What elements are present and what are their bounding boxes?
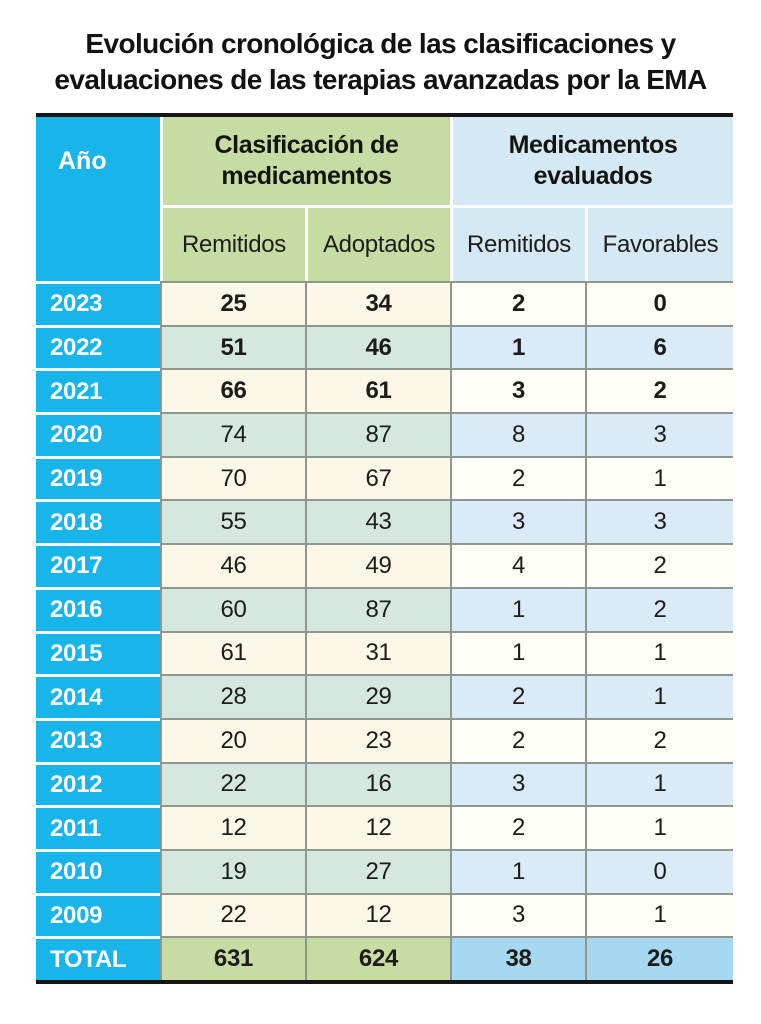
value-cell: 27 [305,849,450,893]
value-cell: 67 [305,456,450,500]
value-cell: 43 [305,499,450,543]
value-cell: 1 [450,631,585,675]
value-cell: 31 [305,631,450,675]
column-header-classification-remitidos: Remitidos [160,205,305,281]
value-cell: 3 [450,893,585,937]
year-cell-2016: 2016 [36,587,160,631]
value-cell: 1 [585,893,733,937]
value-cell: 1 [450,325,585,369]
value-cell: 1 [585,762,733,806]
value-cell: 0 [585,281,733,325]
year-cell-2011: 2011 [36,805,160,849]
value-cell: 66 [160,368,305,412]
value-cell: 87 [305,587,450,631]
group-header-evaluated: Medicamentos evaluados [450,117,733,205]
value-cell: 8 [450,412,585,456]
group-header-classification: Clasificación de medicamentos [160,117,450,205]
year-cell-2023: 2023 [36,281,160,325]
value-cell: 1 [585,456,733,500]
column-header-evaluated-favorables: Favorables [585,205,733,281]
value-cell: 20 [160,718,305,762]
column-header-classification-adoptados: Adoptados [305,205,450,281]
title-line-2: evaluaciones de las terapias avanzadas por la EMA [54,63,707,95]
value-cell: 3 [450,762,585,806]
year-cell-2014: 2014 [36,674,160,718]
value-cell: 1 [585,805,733,849]
year-cell-2019: 2019 [36,456,160,500]
value-cell: 51 [160,325,305,369]
value-cell: 1 [450,849,585,893]
value-cell: 3 [585,499,733,543]
value-cell: 16 [305,762,450,806]
value-cell: 70 [160,456,305,500]
value-cell: 22 [160,762,305,806]
ema-table [36,113,733,984]
value-cell: 2 [450,805,585,849]
value-cell: 2 [450,674,585,718]
value-cell: 2 [585,543,733,587]
value-cell: 3 [450,368,585,412]
value-cell: 1 [585,631,733,675]
value-cell: 74 [160,412,305,456]
total-value-cell: 26 [585,936,733,980]
total-value-cell: 631 [160,936,305,980]
total-value-cell: 624 [305,936,450,980]
value-cell: 4 [450,543,585,587]
total-value-cell: 38 [450,936,585,980]
value-cell: 25 [160,281,305,325]
column-header-evaluated-remitidos: Remitidos [450,205,585,281]
value-cell: 1 [585,674,733,718]
value-cell: 61 [305,368,450,412]
value-cell: 2 [450,281,585,325]
value-cell: 1 [450,587,585,631]
value-cell: 12 [305,805,450,849]
year-cell-2022: 2022 [36,325,160,369]
value-cell: 87 [305,412,450,456]
value-cell: 46 [160,543,305,587]
value-cell: 49 [305,543,450,587]
value-cell: 2 [450,718,585,762]
value-cell: 12 [160,805,305,849]
value-cell: 61 [160,631,305,675]
year-cell-2020: 2020 [36,412,160,456]
value-cell: 22 [160,893,305,937]
value-cell: 60 [160,587,305,631]
year-cell-2010: 2010 [36,849,160,893]
value-cell: 2 [585,587,733,631]
total-row-label: TOTAL [36,936,160,980]
value-cell: 2 [450,456,585,500]
value-cell: 2 [585,368,733,412]
value-cell: 12 [305,893,450,937]
year-cell-2021: 2021 [36,368,160,412]
value-cell: 0 [585,849,733,893]
year-cell-2013: 2013 [36,718,160,762]
value-cell: 19 [160,849,305,893]
value-cell: 3 [450,499,585,543]
year-cell-2009: 2009 [36,893,160,937]
year-cell-2017: 2017 [36,543,160,587]
value-cell: 28 [160,674,305,718]
year-cell-2015: 2015 [36,631,160,675]
corner-header-year: Año [36,117,160,281]
value-cell: 3 [585,412,733,456]
value-cell: 46 [305,325,450,369]
title-line-1: Evolución cronológica de las clasificaciones y [85,28,676,59]
value-cell: 34 [305,281,450,325]
year-cell-2018: 2018 [36,499,160,543]
value-cell: 23 [305,718,450,762]
year-cell-2012: 2012 [36,762,160,806]
value-cell: 29 [305,674,450,718]
value-cell: 6 [585,325,733,369]
value-cell: 2 [585,718,733,762]
page-title [0,26,761,97]
value-cell: 55 [160,499,305,543]
